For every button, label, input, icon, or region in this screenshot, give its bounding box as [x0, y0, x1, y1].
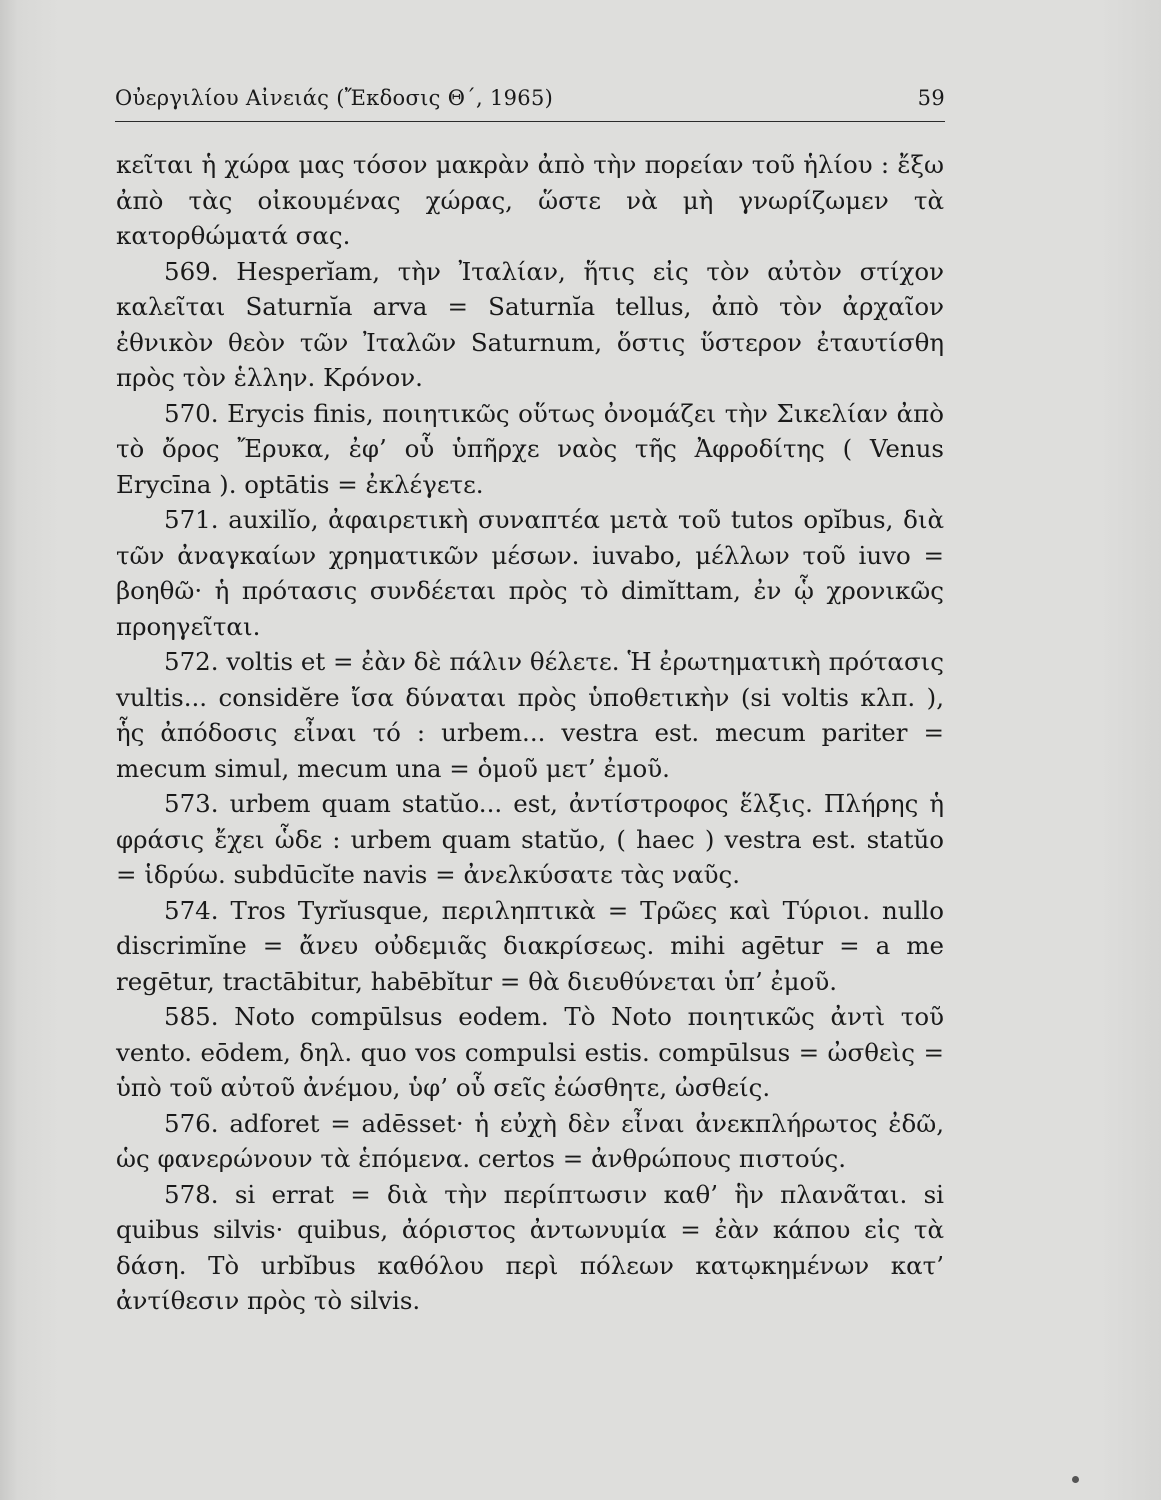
note-571: 571. auxilĭo, ἀφαιρετικὴ συναπτέα μετὰ τοῦ tutos opĭbus, διὰ τῶν ἀναγκαίων χρηματικῶν μέσων. iuvabo, μέλλων τοῦ iuvo = βοηθῶ· ἡ πρότασις συνδέεται πρὸς τὸ dimĭttam, ἐν ᾧ χρονικῶς προηγεῖται.	[116, 505, 944, 641]
note-576: 576. adforet = adēsset· ἡ εὐχὴ δὲν εἶναι ἀνεκπλήρωτος ἐδῶ, ὡς φανερώνουν τὰ ἑπόμενα. certos = ἀνθρώπους πιστούς.	[116, 1108, 944, 1173]
paragraph-continuation: κεῖται ἡ χώρα μας τόσον μακρὰν ἀπὸ τὴν πορείαν τοῦ ἡλίου : ἔξω ἀπὸ τὰς οἰκουμένας χώρας, ὥστε νὰ μὴ γνωρίζωμεν τὰ κατορθώματά σας.	[116, 150, 944, 250]
commentary-body	[116, 147, 944, 1319]
running-head	[115, 86, 945, 118]
header-rule	[115, 121, 945, 122]
running-head-title: Οὐεργιλίου Αἰνειάς (Ἔκδοσις Θ΄, 1965)	[115, 86, 554, 110]
page-number: 59	[917, 86, 945, 110]
note-570: 570. Erycis finis, ποιητικῶς οὕτως ὀνομάζει τὴν Σικελίαν ἀπὸ τὸ ὄρος Ἔρυκα, ἐφ’ οὗ ὑπῆρχε ναὸς τῆς Ἀφροδίτης ( Venus Erycīna ). optātis = ἐκλέγετε.	[116, 398, 944, 499]
note-573: 573. urbem quam statŭo... est, ἀντίστροφος ἕλξις. Πλήρης ἡ φράσις ἔχει ὧδε : urbem quam statŭo, ( haec ) vestra est. statŭo = ἱδρύω. subdūcĭte navis = ἀνελκύσατε τὰς ναῦς.	[116, 789, 944, 889]
note-572: 572. voltis et = ἐὰν δὲ πάλιν θέλετε. Ἡ ἐρωτηματικὴ πρότασις vultis... considĕre ἴσα δύναται πρὸς ὑποθετικὴν (si voltis κλπ. ), ἧς ἀπόδοσις εἶναι τό : urbem... vestra est. mecum pariter = mecum simul, mecum una = ὁμοῦ μετ’ ἐμοῦ.	[116, 647, 944, 783]
note-585: 585. Noto compūlsus eodem. Τὸ Noto ποιητικῶς ἀντὶ τοῦ vento. eōdem, δηλ. quo vos compulsi estis. compūlsus = ὠσθεὶς = ὑπὸ τοῦ αὐτοῦ ἀνέμου, ὑφ’ οὗ σεῖς ἐώσθητε, ὠσθείς.	[116, 1002, 944, 1102]
note-578: 578. si errat = διὰ τὴν περίπτωσιν καθ’ ἣν πλανᾶται. si quibus silvis· quibus, ἀόριστος ἀντωνυμία = ἐὰν κάπου εἰς τὰ δάση. Τὸ urbĭbus καθόλου περὶ πόλεων κατῳκημένων κατ’ ἀντίθεσιν πρὸς τὸ silvis.	[116, 1179, 944, 1315]
print-speck	[1072, 1476, 1079, 1483]
note-569: 569. Hesperĭam, τὴν Ἰταλίαν, ἥτις εἰς τὸν αὐτὸν στίχον καλεῖται Saturnĭa arva = Saturnĭa tellus, ἀπὸ τὸν ἀρχαῖον ἐθνικὸν θεὸν τῶν Ἰταλῶν Saturnum, ὅστις ὕστερον ἐταυτίσθη πρὸς τὸν ἑλλην. Κρόνον.	[116, 256, 944, 392]
note-574: 574. Tros Tyrĭusque, περιληπτικὰ = Τρῶες καὶ Τύριοι. nullo discrimĭne = ἄνευ οὐδεμιᾶς διακρίσεως. mihi agētur = a me regētur, tractābitur, habēbĭtur = θὰ διευθύνεται ὑπ’ ἐμοῦ.	[116, 895, 944, 996]
